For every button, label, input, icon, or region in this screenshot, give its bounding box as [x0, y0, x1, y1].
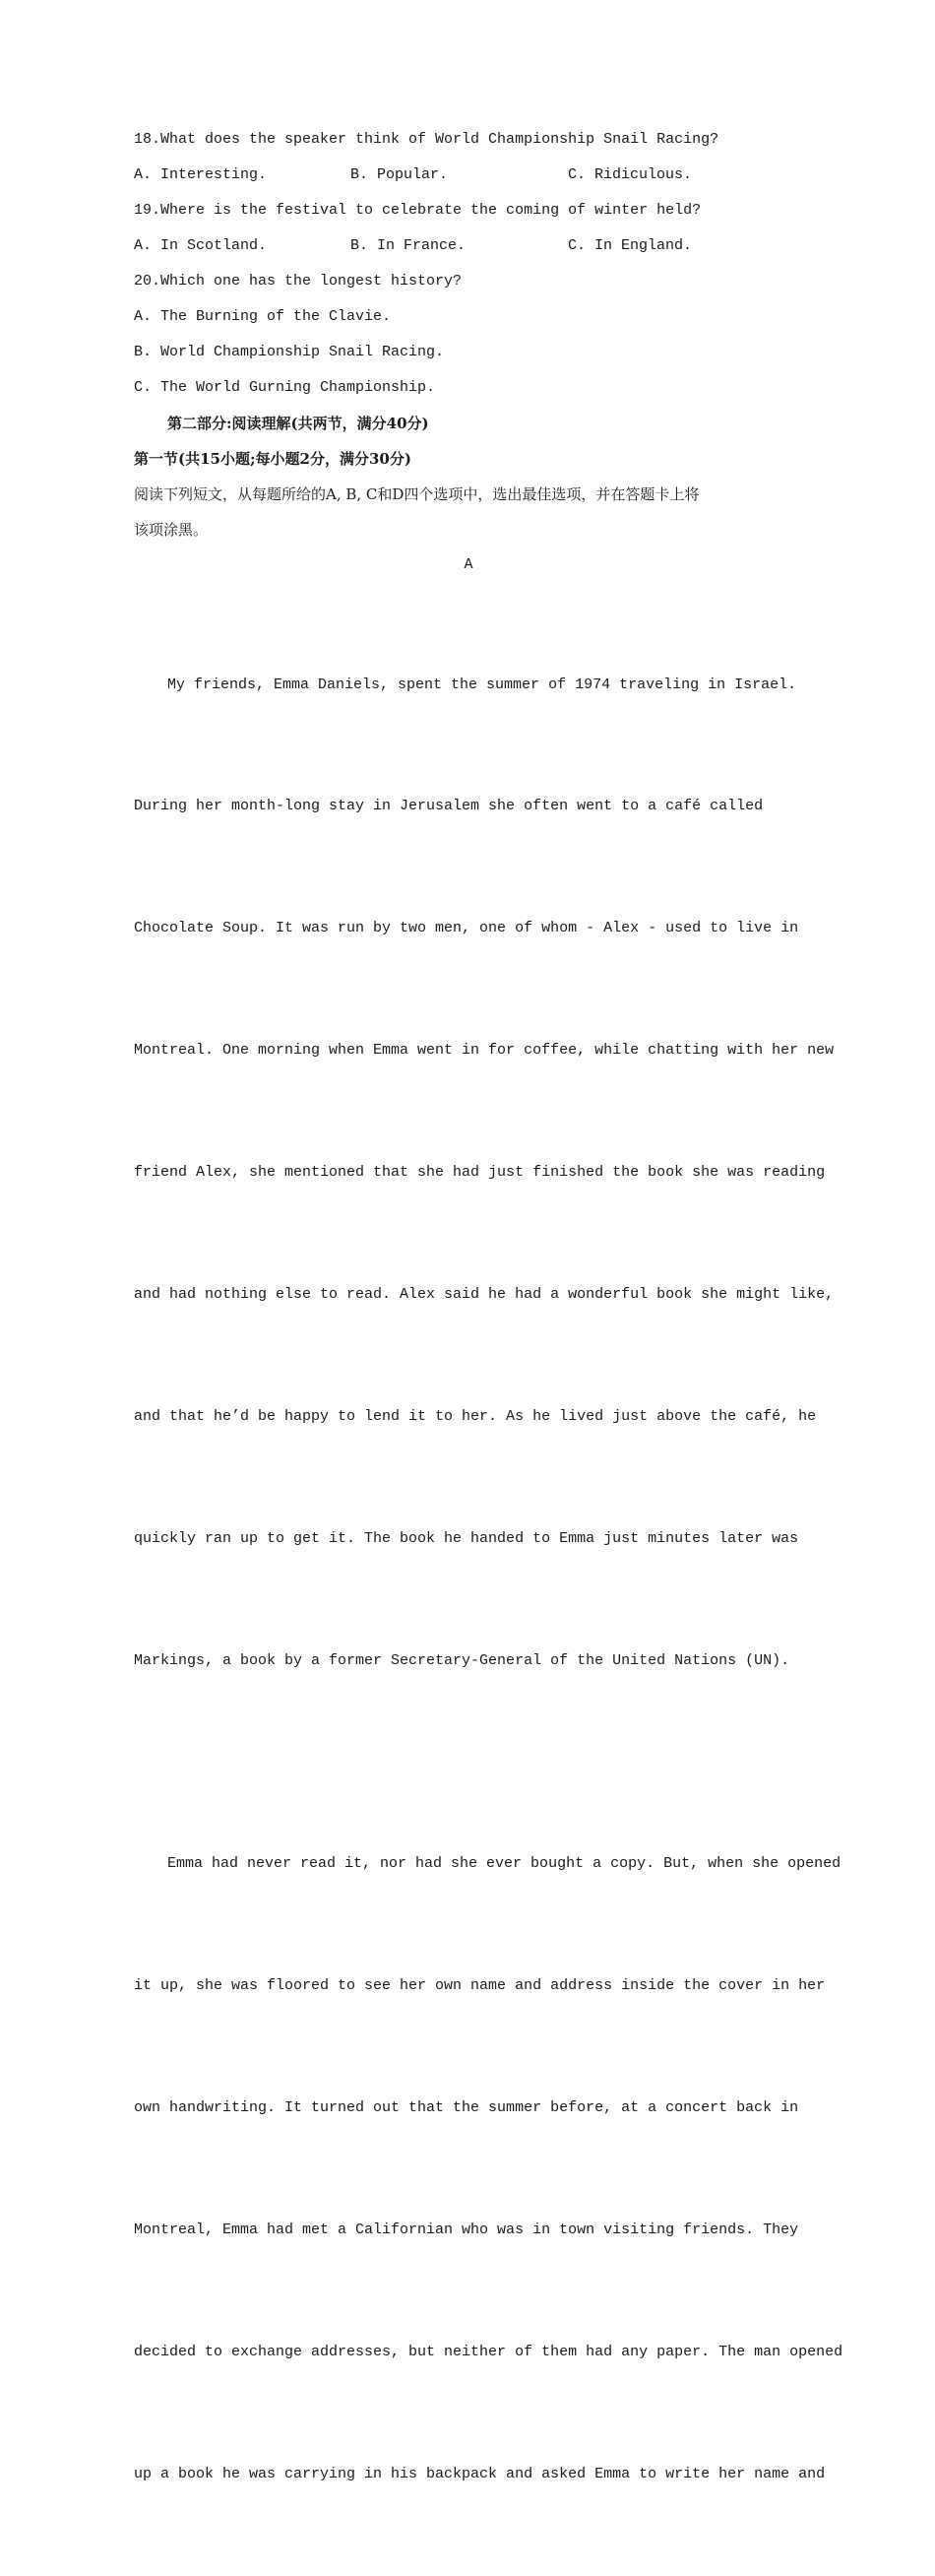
passage-paragraph-1	[134, 583, 835, 1763]
paragraph-1-line: During her month-long stay in Jerusalem she often went to a café called	[134, 798, 764, 815]
question-18-stem: 18.What does the speaker think of World Championship Snail Racing?	[134, 131, 719, 148]
question-20-option-b: B. World Championship Snail Racing.	[134, 344, 445, 360]
paragraph-1-line: Montreal. One morning when Emma went in for coffee, while chatting with her new	[134, 1042, 835, 1060]
question-19-option-a: A. In Scotland.	[134, 237, 268, 254]
paragraph-2-line: Emma had never read it, nor had she ever bought a copy. But, when she opened	[167, 1855, 842, 1873]
instructions-line-1: 阅读下列短文，从每题所给的A, B, C和D四个选项中，选出最佳选项，并在答题卡上将	[134, 485, 700, 503]
passage-paragraph-2	[134, 1763, 843, 2576]
paragraph-2-line: own handwriting. It turned out that the summer before, at a concert back in	[134, 2098, 799, 2116]
subsection-one-title: 第一节(共15小题;每小题2分，满分30分)	[134, 450, 411, 468]
passage-label: A	[464, 556, 473, 573]
paragraph-2-line: it up, she was floored to see her own name and address inside the cover in her	[134, 1977, 826, 1995]
paragraph-1-line: Markings, a book by a former Secretary-General of the United Nations (UN).	[134, 1651, 790, 1669]
paragraph-1-line: Chocolate Soup. It was run by two men, one of whom - Alex - used to live in	[134, 920, 799, 937]
paragraph-1-line: quickly ran up to get it. The book he handed to Emma just minutes later was	[134, 1529, 799, 1547]
question-20-stem: 20.Which one has the longest history?	[134, 273, 463, 290]
paragraph-1-line: My friends, Emma Daniels, spent the summer of 1974 traveling in Israel.	[167, 676, 797, 693]
instructions-line-2: 该项涂黑。	[134, 521, 209, 539]
question-18-option-c: C. Ridiculous.	[568, 166, 693, 183]
question-19-option-b: B. In France.	[350, 237, 467, 254]
paragraph-1-line: and had nothing else to read. Alex said he had a wonderful book she might like,	[134, 1286, 835, 1304]
paragraph-2-line: Montreal, Emma had met a Californian who was in town visiting friends. They	[134, 2221, 799, 2238]
question-20-option-c: C. The World Gurning Championship.	[134, 379, 436, 396]
part-two-title: 第二部分:阅读理解(共两节，满分40分)	[167, 415, 429, 432]
question-18-option-a: A. Interesting.	[134, 166, 268, 183]
question-20-option-a: A. The Burning of the Clavie.	[134, 308, 392, 325]
question-18-option-b: B. Popular.	[350, 166, 449, 183]
question-18-options	[134, 158, 803, 193]
question-19-options	[134, 228, 803, 264]
question-19-stem: 19.Where is the festival to celebrate the coming of winter held?	[134, 202, 702, 219]
paragraph-2-line: decided to exchange addresses, but neither of them had any paper. The man opened	[134, 2343, 843, 2360]
paragraph-1-line: friend Alex, she mentioned that she had just finished the book she was reading	[134, 1164, 826, 1182]
document-page	[134, 122, 843, 2576]
paragraph-1-line: and that he’d be happy to lend it to her. As he lived just above the café, he	[134, 1407, 817, 1425]
paragraph-2-line: up a book he was carrying in his backpack and asked Emma to write her name and	[134, 2465, 826, 2482]
question-19-option-c: C. In England.	[568, 237, 693, 254]
